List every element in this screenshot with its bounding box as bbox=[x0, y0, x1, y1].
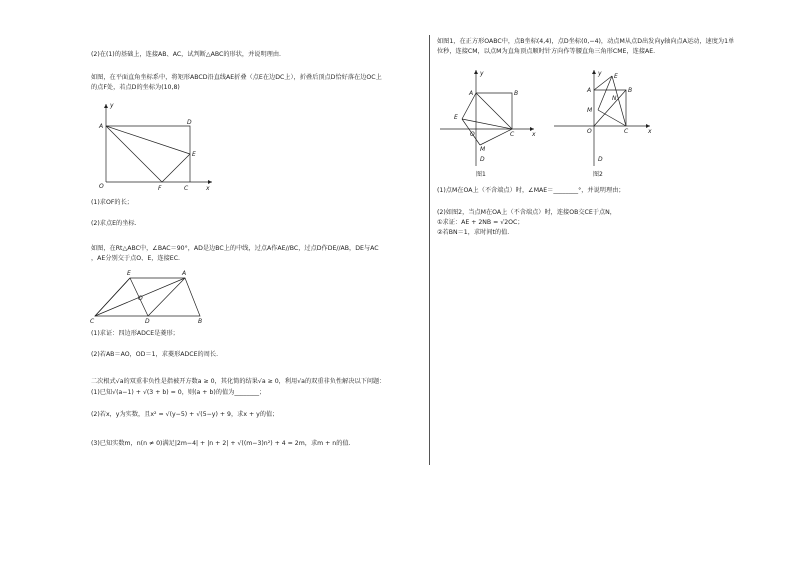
label-E: E bbox=[454, 114, 458, 121]
q1-part2: (2)在(1)的基础上，连接AB、AC，试判断△ABC的形状，并说明理由. bbox=[91, 51, 281, 58]
label-O: O bbox=[138, 295, 143, 302]
label-O: O bbox=[587, 128, 592, 135]
fig1-caption: 图1 bbox=[476, 171, 486, 178]
label-A: A bbox=[182, 270, 187, 277]
q2-intro-line2: 的点F处，若点D的坐标为(10,8) bbox=[91, 84, 180, 91]
q4-part1: (1)已知√(a−1) + √(3 + b) = 0，则(a + b)的值为________； bbox=[91, 389, 266, 396]
label-B: B bbox=[514, 90, 519, 97]
fig2-caption: 图2 bbox=[593, 171, 603, 178]
q5-part2: (2)如图2，当点M在OA上（不含端点）时，连接OB交CE于点N， bbox=[437, 209, 616, 216]
label-x: x bbox=[532, 131, 536, 138]
label-D: D bbox=[145, 318, 150, 325]
rhombus-figure bbox=[90, 268, 210, 324]
label-O: O bbox=[99, 183, 104, 190]
q5-part2-ii: ②若BN＝1，求时间t的值. bbox=[437, 229, 510, 236]
label-x: x bbox=[648, 128, 652, 135]
label-C: C bbox=[510, 131, 515, 138]
q3-part2: (2)若AB＝AO，OD＝1，求菱形ADCE的周长. bbox=[91, 351, 219, 358]
q3-intro-line1: 如图，在Rt△ABC中，∠BAC＝90°，AD是边BC上的中线，过点A作AE//BC，过点D作DE//AB，DE与AC bbox=[91, 245, 379, 252]
label-D: D bbox=[480, 156, 485, 163]
label-M: M bbox=[480, 146, 486, 153]
label-N: N bbox=[612, 95, 617, 102]
q4-part3: (3)已知实数m，n(n ≠ 0)满足|2m−4| + |n + 2| + √((m−3)n²) + 4 = 2m，求m + n的值. bbox=[91, 440, 351, 447]
label-B: B bbox=[198, 318, 203, 325]
q2-part2: (2)求点E的坐标. bbox=[91, 220, 137, 227]
q5-intro-line2: 位秒，连接CM，以点M为直角顶点顺时针方向作等腰直角三角形CME，连接AE. bbox=[437, 48, 656, 55]
label-y: y bbox=[110, 102, 114, 109]
label-E: E bbox=[127, 270, 131, 277]
label-A: A bbox=[469, 90, 474, 97]
q5-part1: (1)点M在OA上（不含端点）时，∠MAE＝________°，并说明理由； bbox=[437, 187, 625, 194]
label-D: D bbox=[187, 119, 192, 126]
q2-part1: (1)求OF的长； bbox=[91, 199, 133, 206]
label-E: E bbox=[614, 73, 618, 80]
q4-intro: 二次根式√a的双重非负性是指被开方数a ≥ 0，其化简的结果√a ≥ 0，利用√a的双重非负性解决以下问题： bbox=[91, 378, 386, 385]
label-y: y bbox=[598, 70, 602, 77]
column-divider bbox=[429, 35, 430, 465]
label-C: C bbox=[184, 185, 189, 192]
rectangle-fold-figure bbox=[90, 98, 220, 190]
figure-1 bbox=[436, 66, 546, 178]
label-B: B bbox=[628, 87, 633, 94]
label-C: C bbox=[90, 318, 95, 325]
label-M: M bbox=[587, 107, 593, 114]
q2-intro-line1: 如图，在平面直角坐标系中，将矩形ABCD沿直线AE折叠（点E在边DC上），折叠后顶点D恰好落在边OC上 bbox=[91, 74, 382, 81]
label-E: E bbox=[192, 151, 196, 158]
q5-intro-line1: 如图1，在正方形OABC中，点B坐标(4,4)，点D坐标(0,−4)，动点M从点D出发向y轴向点A运动，速度为1单 bbox=[437, 38, 735, 45]
label-D: D bbox=[598, 156, 603, 163]
q4-part2: (2)若x，y为实数，且x² = √(y−5) + √(5−y) + 9，求x + y的值； bbox=[91, 411, 279, 418]
label-C: C bbox=[624, 128, 629, 135]
label-A: A bbox=[99, 123, 104, 130]
figure-2 bbox=[550, 66, 660, 178]
label-y: y bbox=[480, 70, 484, 77]
label-x: x bbox=[206, 185, 210, 192]
label-F: F bbox=[158, 185, 162, 192]
label-A: A bbox=[587, 87, 592, 94]
label-O: O bbox=[470, 131, 475, 138]
q5-part2-i: ①求证：AE + 2NB = √2OC； bbox=[437, 219, 524, 226]
q3-part1: (1)求证：四边形ADCE是菱形； bbox=[91, 330, 179, 337]
q3-intro-line2: ，AE分别交于点O、E，连接EC. bbox=[91, 255, 180, 262]
